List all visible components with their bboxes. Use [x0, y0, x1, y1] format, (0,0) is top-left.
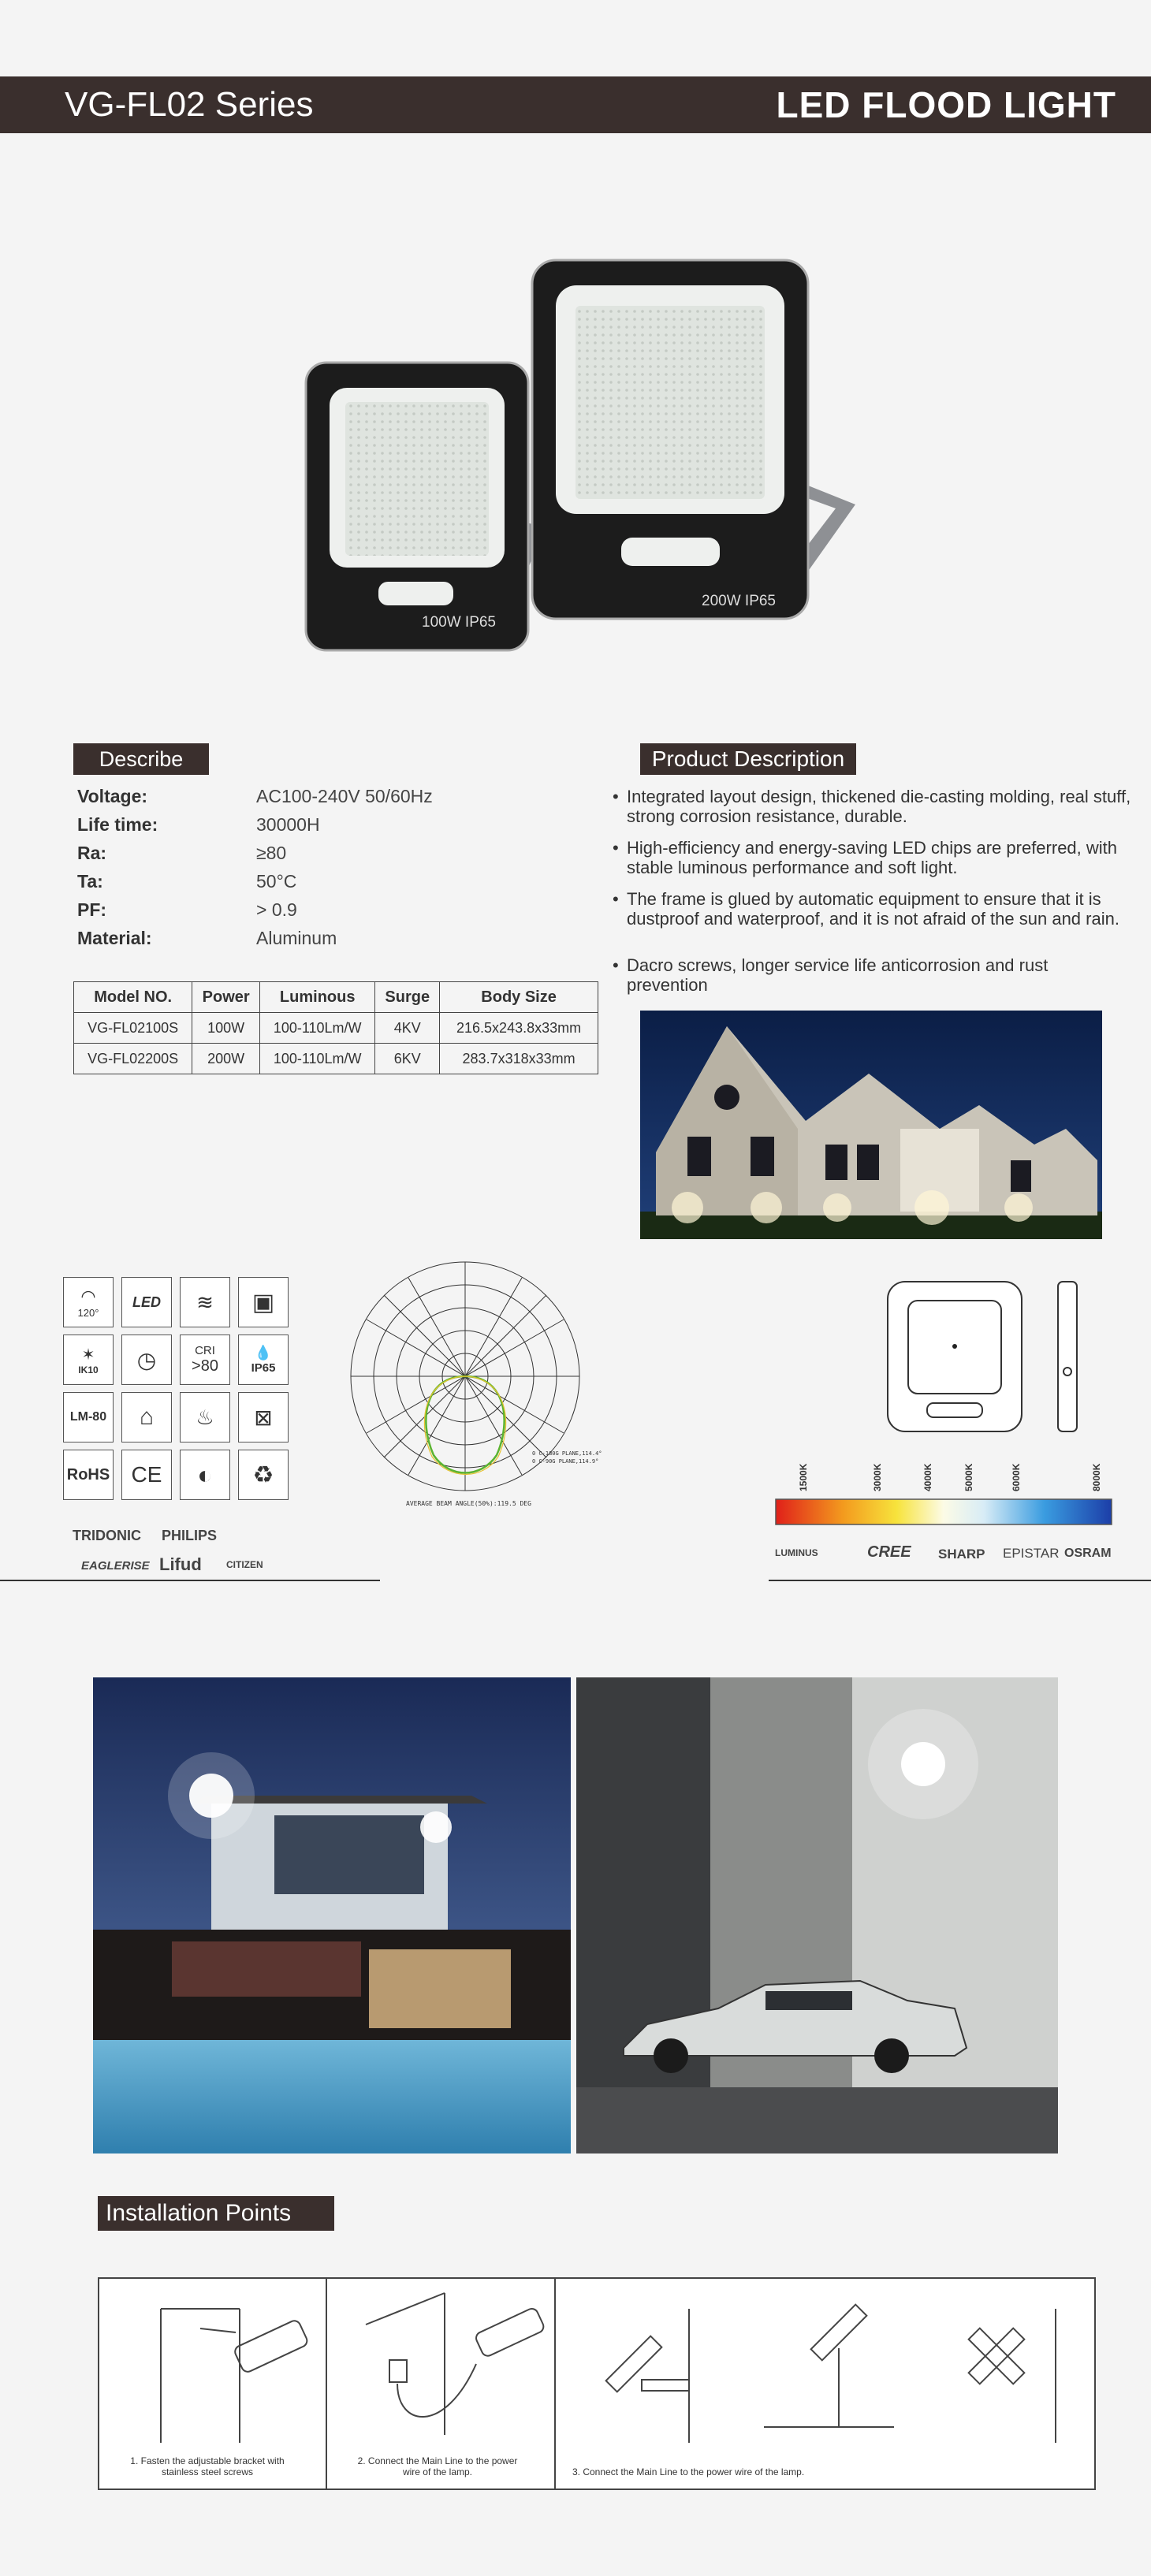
- recycle-icon: ♻: [238, 1450, 289, 1500]
- series-title: VG-FL02 Series: [65, 85, 314, 124]
- heat-waves-icon: ≋: [180, 1277, 230, 1327]
- spec-table-header: [74, 982, 598, 1013]
- life-span-icon: ◷: [121, 1335, 172, 1385]
- spec-cell: 6KV: [375, 1044, 440, 1074]
- polar-light-distribution: [339, 1258, 631, 1510]
- table-row: [74, 1044, 598, 1074]
- describe-row: [77, 871, 519, 899]
- cct-label: 4000K: [922, 1463, 933, 1491]
- describe-row: [77, 899, 519, 928]
- spec-cell: 100-110Lm/W: [260, 1013, 375, 1044]
- spec-cell: 100-110Lm/W: [260, 1044, 375, 1074]
- house-night-photo: [640, 1011, 1102, 1239]
- large-light-logo-plate: [621, 538, 720, 566]
- polar-legend-1: 0 C-180G PLANE,114.4°: [532, 1450, 602, 1457]
- right-divider: [769, 1580, 1151, 1581]
- brand-cree: CREE: [867, 1543, 911, 1561]
- cct-label: 6000K: [1011, 1463, 1022, 1491]
- beam-angle-icon: ◠ 120°: [63, 1277, 114, 1327]
- cri-icon: [180, 1335, 230, 1385]
- brand-lifud: Lifud: [159, 1554, 202, 1574]
- spec-cell: 100W: [192, 1013, 260, 1044]
- no-dustbin-icon: ⊠: [238, 1392, 289, 1442]
- spec-header-cell: Body Size: [440, 982, 598, 1013]
- spec-table: [73, 981, 598, 1074]
- spec-header-cell: Luminous: [260, 982, 375, 1013]
- installation-step-2: 2. Connect the Main Line to the power wire of the lamp.: [357, 2455, 518, 2477]
- installation-step-3: 3. Connect the Main Line to the power wire of the lamp.: [572, 2466, 805, 2477]
- small-led-dots: [345, 402, 489, 556]
- impact-ik10-icon: ✶ IK10: [63, 1335, 114, 1385]
- led-icon: LED: [121, 1277, 172, 1327]
- heat-dissipation-icon: ♨: [180, 1392, 230, 1442]
- describe-key: PF:: [77, 899, 107, 920]
- large-light-label: 200W IP65: [702, 593, 776, 609]
- describe-key: Voltage:: [77, 786, 148, 806]
- waterproof-ip65-icon: 💧 IP65: [238, 1335, 289, 1385]
- spec-header-cell: Power: [192, 982, 260, 1013]
- spec-cell: 4KV: [375, 1013, 440, 1044]
- description-bullet-2: • High-efficiency and energy-saving LED chips are preferred, with stable luminous performance and soft light.: [627, 838, 1131, 877]
- spec-cell: 283.7x318x33mm: [440, 1044, 598, 1074]
- describe-key: Ta:: [77, 871, 103, 892]
- left-divider: [0, 1580, 380, 1581]
- describe-row: [77, 928, 519, 956]
- dimension-drawing: [875, 1277, 1088, 1450]
- table-row: [74, 1013, 598, 1044]
- lm80-icon: LM-80: [63, 1392, 114, 1442]
- spec-cell: 216.5x243.8x33mm: [440, 1013, 598, 1044]
- cct-label: 5000K: [963, 1463, 974, 1491]
- parking-wall-photo: [576, 1677, 1058, 2153]
- product-description-tag: Product Description: [640, 743, 856, 775]
- green-dot-icon: ◐: [180, 1450, 230, 1500]
- installation-step-1: 1. Fasten the adjustable bracket with stainless steel screws: [130, 2455, 285, 2477]
- describe-key: Material:: [77, 928, 152, 948]
- indoor-outdoor-house-icon: ⌂: [121, 1392, 172, 1442]
- description-bullet-3: • The frame is glued by automatic equipment to ensure that it is dustproof and waterproof, and it is not afraid of the sun and rain.: [627, 889, 1131, 929]
- brand-luminus: LUMINUS: [775, 1547, 818, 1558]
- installation-tag: Installation Points: [98, 2196, 334, 2231]
- brand-epistar: EPISTAR: [1003, 1546, 1060, 1561]
- brand-sharp: SHARP: [938, 1547, 985, 1562]
- describe-key: Life time:: [77, 814, 158, 835]
- small-light-logo-plate: [378, 582, 453, 605]
- describe-value: > 0.9: [256, 899, 297, 920]
- cct-label: 1500K: [798, 1463, 809, 1491]
- describe-value: 50°C: [256, 871, 297, 892]
- chip-icon: ▣: [238, 1277, 289, 1327]
- describe-value: 30000H: [256, 814, 320, 835]
- pool-villa-photo: [93, 1677, 571, 2153]
- describe-value: ≥80: [256, 843, 287, 863]
- cct-label: 3000K: [872, 1463, 883, 1491]
- brand-osram: OSRAM: [1064, 1547, 1112, 1560]
- description-bullet-1: • Integrated layout design, thickened die-casting molding, real stuff, strong corrosion resistance, durable.: [627, 787, 1131, 826]
- beam-angle-label: 120°: [77, 1306, 99, 1319]
- ik10-label: IK10: [78, 1364, 99, 1375]
- describe-key: Ra:: [77, 843, 107, 863]
- brand-tridonic: TRIDONIC: [73, 1528, 141, 1543]
- describe-row: [77, 786, 519, 814]
- cri-value: >80: [192, 1357, 218, 1375]
- product-title: LED FLOOD LIGHT: [776, 84, 1116, 125]
- describe-value: Aluminum: [256, 928, 337, 948]
- polar-caption: AVERAGE BEAM ANGLE(50%):119.5 DEG: [406, 1500, 531, 1507]
- rohs-icon: RoHS: [63, 1450, 114, 1500]
- cri-label: CRI: [195, 1344, 215, 1357]
- spec-cell: VG-FL02100S: [74, 1013, 192, 1044]
- ip65-label: IP65: [251, 1361, 276, 1375]
- describe-tag: Describe: [73, 743, 209, 775]
- polar-legend-2: 0 C-90G PLANE,114.9°: [532, 1458, 599, 1465]
- spec-cell: VG-FL02200S: [74, 1044, 192, 1074]
- spec-header-cell: Model NO.: [74, 982, 192, 1013]
- brand-philips: PHILIPS: [162, 1528, 218, 1543]
- product-photo: [300, 252, 867, 670]
- spec-header-cell: Surge: [375, 982, 440, 1013]
- cct-label: 8000K: [1091, 1463, 1102, 1491]
- description-bullet-4: • Dacro screws, longer service life anticorrosion and rust prevention: [627, 955, 1131, 995]
- large-led-dots: [576, 306, 765, 499]
- brand-citizen: CITIZEN: [226, 1559, 263, 1570]
- spec-cell: 200W: [192, 1044, 260, 1074]
- describe-value: AC100-240V 50/60Hz: [256, 786, 433, 806]
- cct-color-bar: [774, 1498, 1113, 1526]
- describe-row: [77, 814, 519, 843]
- ce-icon: CE: [121, 1450, 172, 1500]
- describe-row: [77, 843, 519, 871]
- small-light-label: 100W IP65: [422, 614, 496, 631]
- brand-eaglerise: EAGLERISE: [81, 1559, 150, 1573]
